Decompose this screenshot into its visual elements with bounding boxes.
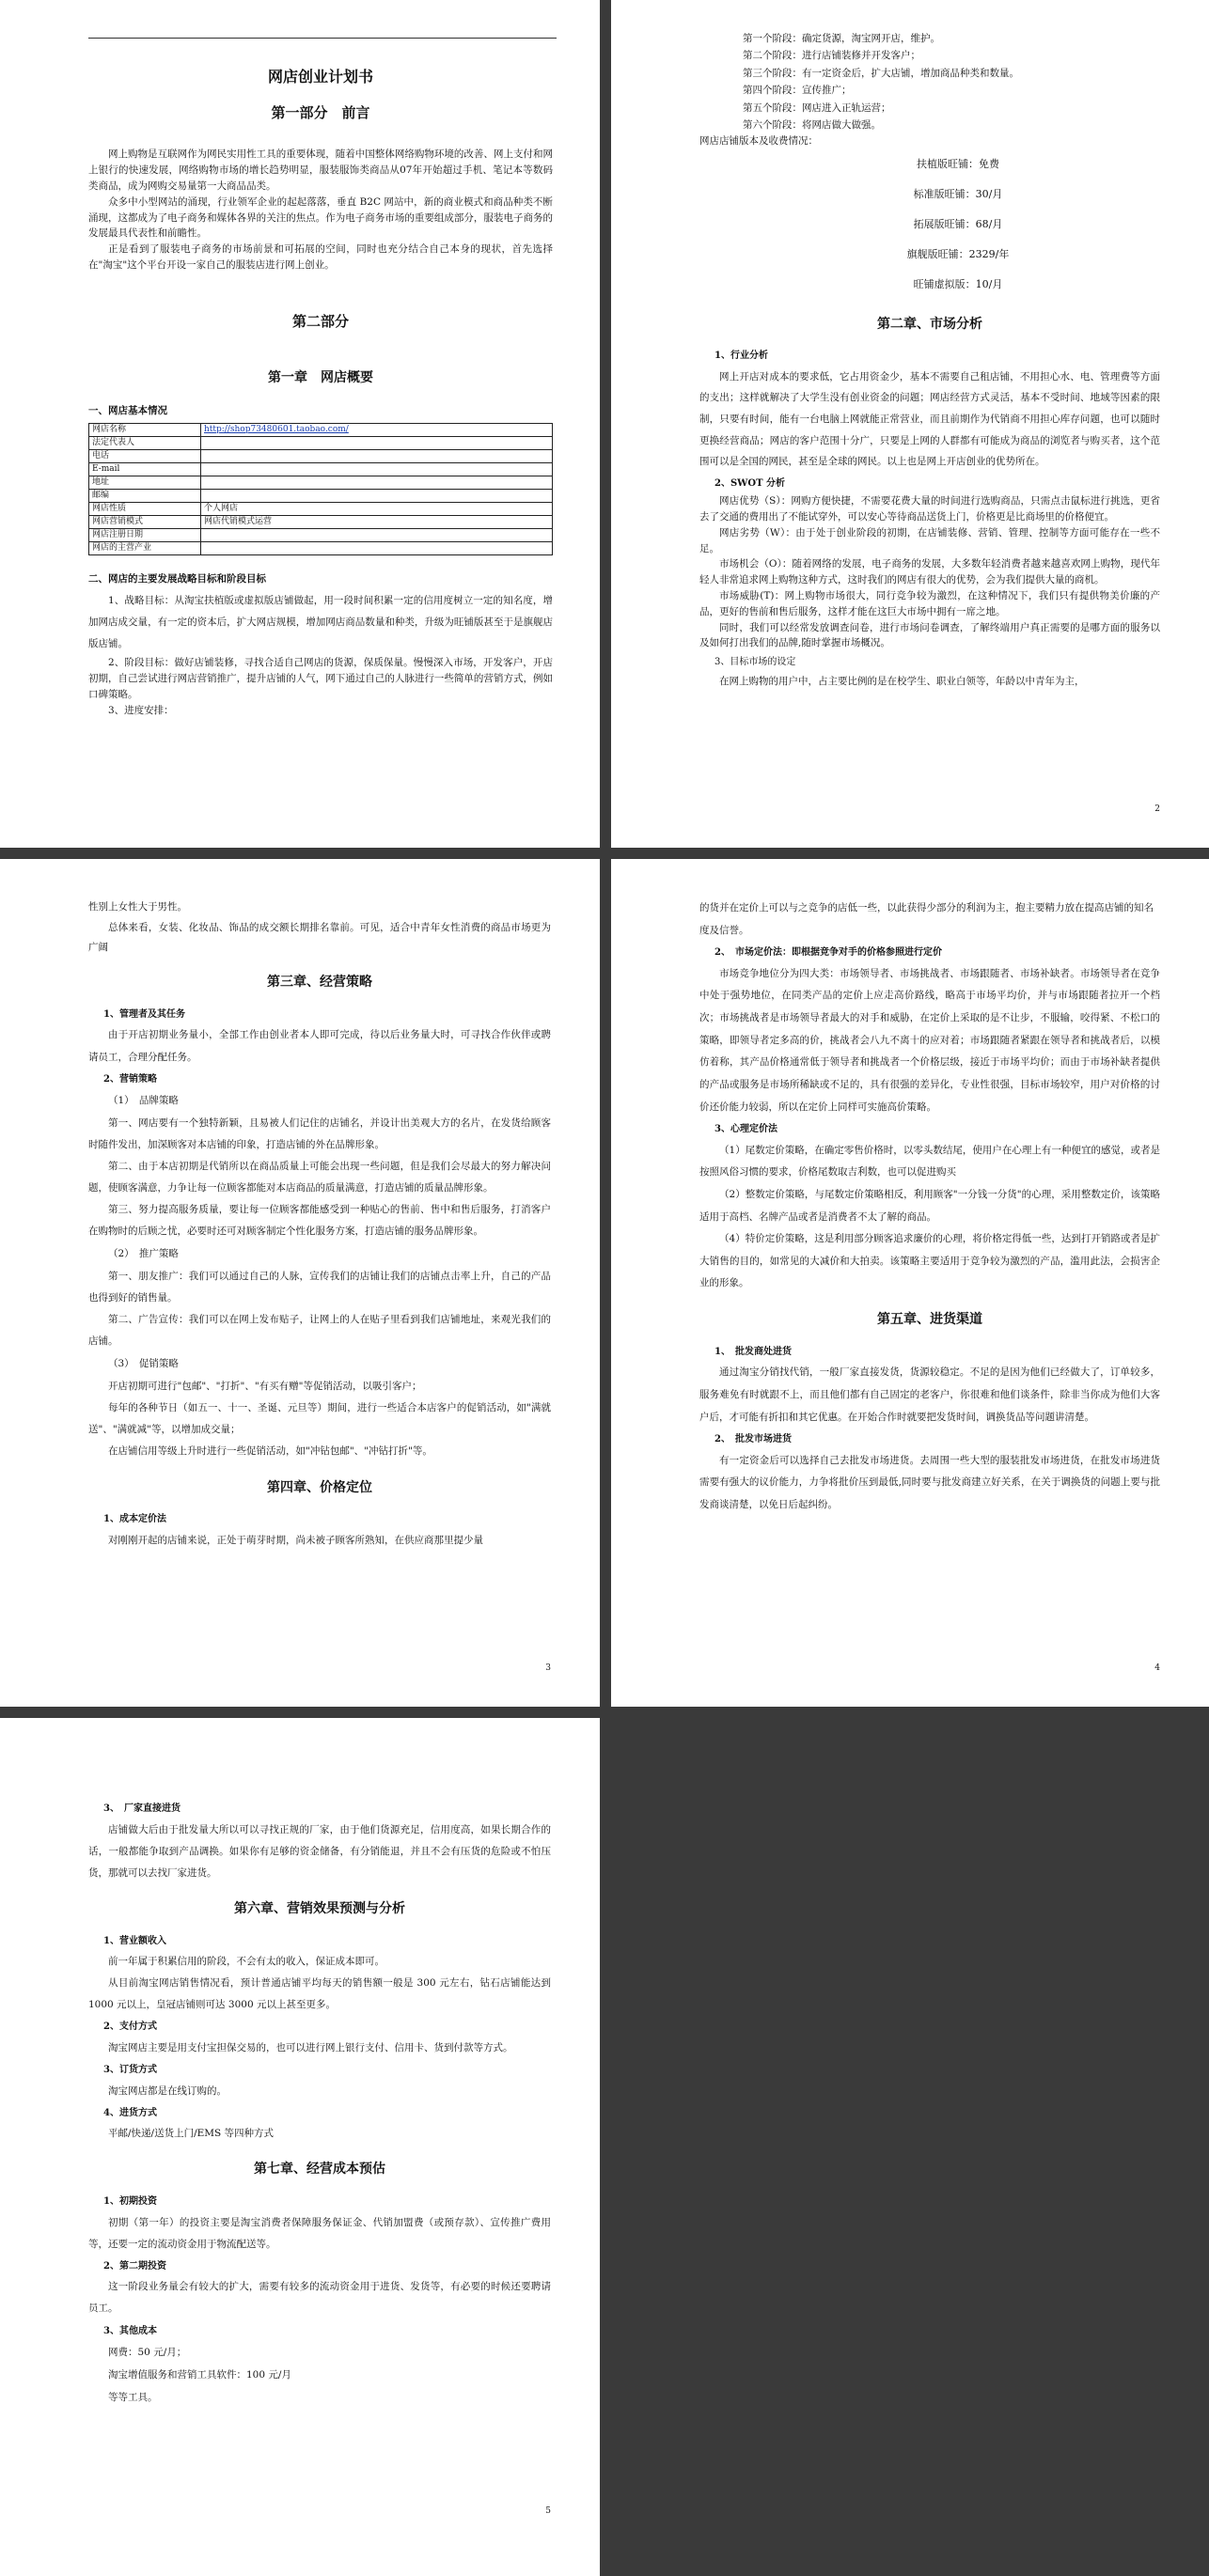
factory-text: 店铺做大后由于批发量大所以可以寻找正规的厂家，由于他们货源充足，信用度高，如果长期合作的话，一般都能争取到产品调换。如果你有足够的资金储备，有分销能退，并且不会有压货的危险或不怕压货，那就可以去找厂家进货。 <box>88 1823 551 1879</box>
payment-title: 2、支付方式 <box>103 2022 157 2033</box>
page-number: 2 <box>1154 804 1160 815</box>
swot-threats: 市场威胁(T)：网上购物市场很大，同行竞争较为激烈，在这种情况下，我们只有提供物美价廉的产品，更好的售前和售后服务，这样才能在这巨大市场中拥有一席之地。 <box>699 589 1160 617</box>
document-page-4 <box>611 859 1209 1707</box>
sales-item: 开店初期可进行"包邮"、"打折"、"有买有赠"等促销活动，以吸引客户； <box>108 1381 422 1393</box>
brand-strategy-title: （1） 品牌策略 <box>108 1095 179 1107</box>
fee-item: 标准版旺铺：30/月 <box>913 187 1003 200</box>
section-strategy-title: 二、网店的主要发展战略目标和阶段目标 <box>88 572 266 585</box>
chapter6-title: 第六章、营销效果预测与分析 <box>234 1900 405 1916</box>
stage-item: 第五个阶段：网店进入正轨运营； <box>743 101 891 114</box>
fee-item: 扶植版旺铺：免费 <box>917 158 999 171</box>
second-investment-text: 这一阶段业务量会有较大的扩大，需要有较多的流动资金用于进货、发货等，有必要的时候还要聘请员工。 <box>88 2281 551 2315</box>
psych-pricing-title: 3、心理定价法 <box>714 1124 777 1135</box>
wholesale-market-title: 2、 批发市场进货 <box>714 1434 792 1445</box>
intro-paragraph-3: 正是看到了服装电子商务的市场前景和可拓展的空间，同时也充分结合自己本身的现状，首先选择在"淘宝"这个平台开设一家自己的服装店进行网上创业。 <box>88 243 553 271</box>
target-market-title: 3、目标市场的设定 <box>714 657 796 668</box>
swot-weaknesses: 网店劣势（W）：由于处于创业阶段的初期，在店铺装修、营销、管理、控制等方面可能存在一些不足。 <box>699 526 1160 554</box>
stage-item: 第二个阶段：进行店铺装修并开发客户； <box>743 50 920 62</box>
intro-paragraph-2: 众多中小型网站的涌现，行业领军企业的起起落落，垂直 B2C 网站中，新的商业模式和商品种类不断涌现，这都成为了电子商务和媒体各界的关注的焦点。作为电子商务市场的重要组成部分，服装电子商务的发展最具代表性和前瞻性。 <box>88 195 553 240</box>
wholesaler-title: 1、 批发商处进货 <box>714 1346 792 1357</box>
ordering-title: 3、订货方式 <box>103 2065 157 2076</box>
continued-text: 性别上女性大于男性。 <box>88 901 187 913</box>
page-number: 4 <box>1154 1663 1160 1674</box>
market-pricing-title: 2、 市场定价法：即根据竞争对手的价格参照进行定价 <box>714 947 942 959</box>
initial-investment-title: 1、初期投资 <box>103 2196 157 2208</box>
cost-pricing-text: 对刚刚开起的店铺来说，正处于萌芽时期，尚未被子顾客所熟知，在供应商那里提少量 <box>108 1534 483 1546</box>
table-row: 网店名称 http://shop73480601.taobao.com/ <box>89 423 553 436</box>
chapter4-title: 第四章、价格定位 <box>267 1479 372 1495</box>
target-market-text: 在网上购物的用户中，占主要比例的是在校学生、职业白领等，年龄以中青年为主， <box>719 675 1085 687</box>
manager-text: 由于开店初期业务量小，全部工作由创业者本人即可完成，待以后业务量大时，可寻找合作伙伴或聘请员工，合理分配任务。 <box>88 1029 551 1063</box>
schedule-label: 3、进度安排： <box>108 704 174 716</box>
document-page-1 <box>0 0 600 848</box>
continued-text-2: 总体来看，女装、化妆品、饰品的成交额长期排名靠前。可见，适合中青年女性消费的商品市场更为广阔 <box>88 922 551 954</box>
page-number: 5 <box>545 2506 551 2517</box>
document-page-2 <box>611 0 1209 848</box>
brand-item: 第一、网店要有一个独特新颖，且易被人们记住的店铺名，并设计出美观大方的名片，在发货给顾客时随件发出，加深顾客对本店铺的印象，打造店铺的外在品牌形象。 <box>88 1116 551 1150</box>
other-cost-item: 等等工具。 <box>108 2392 158 2404</box>
document-page-5 <box>0 1718 600 2576</box>
strategy-goal: 1、战略目标：从淘宝扶植版或虚拟版店铺做起，用一段时间积累一定的信用度树立一定的知名度，增加网店成交量，有一定的资本后，扩大网店规模，增加网店商品数量和种类，升级为旺铺版甚至于是旗舰店版店铺。 <box>88 595 553 650</box>
stage-item: 第六个阶段：将网店做大做强。 <box>743 118 881 131</box>
psych-pricing-item: （4）特价定价策略，这是利用部分顾客追求廉价的心理，将价格定得低一些，达到打开销路或者是扩大销售的目的，如常见的大减价和大拍卖。该策略主要适用于竞争较为激烈的产品，滥用此法，会损害企业的形象。 <box>699 1233 1160 1289</box>
stage-goal: 2、阶段目标：做好店铺装修，寻找合适自己网店的货源，保质保量。慢慢深入市场，开发客户，开店初期，自己尝试进行网店营销推广，提升店铺的人气，网下通过自己的人脉进行一些简单的营销方式，例如口碑策略。 <box>88 657 553 701</box>
revenue-title: 1、营业额收入 <box>103 1935 166 1946</box>
table-row: 网店性质 个人网店 <box>89 502 553 515</box>
sales-item: 每年的各种节日（如五一、十一、圣诞、元旦等）期间，进行一些适合本店客户的促销活动，如"满就送"、"满就减"等，以增加成交量； <box>88 1402 551 1436</box>
brand-item: 第三、努力提高服务质量，要让每一位顾客都能感受到一种贴心的售前、售中和售后服务，打消客户在购物时的后顾之忧，必要时还可对顾客制定个性化服务方案，打造店铺的服务品牌形象。 <box>88 1204 551 1238</box>
sales-item: 在店铺信用等级上升时进行一些促销活动，如"冲钻包邮"、"冲钻打折"等。 <box>108 1445 432 1458</box>
revenue-item: 从目前淘宝网店销售情况看，预计普通店铺平均每天的销售额一般是 300 元左右，钻石店铺能达到 1000 元以上，皇冠店铺则可达 3000 元以上甚至更多。 <box>88 1977 551 2011</box>
document-page-3 <box>0 859 600 1707</box>
chapter7-title: 第七章、经营成本预估 <box>254 2162 385 2178</box>
brand-item: 第二、由于本店初期是代销所以在商品质量上可能会出现一些问题，但是我们会尽最大的努力解决问题，使顾客满意，力争让每一位顾客都能对本店商品的质量满意，打造店铺的质量品牌形象。 <box>88 1161 551 1194</box>
swot-title: 2、SWOT 分析 <box>714 477 786 489</box>
header-rule <box>88 38 557 39</box>
swot-strengths: 网店优势（S）：网购方便快捷，不需要花费大量的时间进行选购商品，只需点击鼠标进行挑选，更省去了交通的费用出了不能试穿外，可以安心等待商品送货上门，价格更是比商场里的价格便宜。 <box>699 495 1160 523</box>
factory-title: 3、 厂家直接进货 <box>103 1803 181 1814</box>
document-title: 网店创业计划书 <box>267 68 373 86</box>
cost-pricing-title: 1、成本定价法 <box>103 1514 166 1525</box>
chapter3-title: 第三章、经营策略 <box>267 975 372 991</box>
market-pricing-text: 市场竞争地位分为四大类：市场领导者、市场挑战者、市场跟随者、市场补缺者。市场领导者在竞争中处于强势地位，在同类产品的定价上应走高价路线，略高于市场平均价，并与市场跟随者拉开一个档次；市场挑战者是市场领导者最大的对手和威胁，在定价上采取的是不让步，不服输，咬得紧、不松口的策略，即领导者定多高的价，挑战者会八九不离十的应对着；市场跟随者紧跟在领导者和挑战者后，以模仿着称，其产品价格通常低于领导者和挑战者一个价格层级，接近于市场平均价；而由于市场补缺者提供的产品或服务是市场所稀缺或不足的，具有很强的差异化，专业性很强，目标市场较窄，用户对价格的讨价还价能力较弱，所以在定价上同样可实施高价策略。 <box>699 967 1160 1113</box>
promotion-item: 第二、广告宣传：我们可以在网上发布贴子，让网上的人在贴子里看到我们店铺地址，来观光我们的店铺。 <box>88 1314 551 1348</box>
part2-title: 第二部分 <box>291 312 349 330</box>
chapter2-title: 第二章、市场分析 <box>877 316 982 332</box>
industry-analysis-title: 1、行业分析 <box>714 351 768 362</box>
table-row: 网店注册日期 <box>89 528 553 541</box>
industry-analysis-text: 网上开店对成本的要求低，它占用资金少，基本不需要自己租店铺，不用担心水、电、管理费等方面的支出；这样就解决了大学生没有创业资金的问题；网店经营方式灵活，基本不受时间、地域等因素的限制，只要有时间，能有一台电脑上网就能正常营业，而且前期作为代销商不用担心库存问题，也可以随时更换经营商品；网店的客户范围十分广，只要是上网的人群都有可能成为商品的浏览者与购买者，这个范围可以是全国的网民，甚至是全球的网民。以上也是网上开店创业的优势所在。 <box>699 370 1160 468</box>
chapter5-title: 第五章、进货渠道 <box>877 1312 982 1328</box>
part1-title: 第一部分 前言 <box>271 103 370 121</box>
intro-paragraph-1: 网上购物是互联网作为网民实用性工具的重要体现，随着中国整体网络购物环境的改善、网上支付和网上银行的快速发展，网络购物市场的增长趋势明显，服装服饰类商品从07年开始超过手机、笔记本等数码类商品，成为网购交易量第一大商品品类。 <box>88 148 553 192</box>
table-row: 邮编 <box>89 489 553 502</box>
marketing-title: 2、营销策略 <box>103 1073 157 1085</box>
section-basic-info-title: 一、网店基本情况 <box>88 405 167 417</box>
stage-item: 第四个阶段：宣传推广； <box>743 85 852 97</box>
second-investment-title: 2、第二期投资 <box>103 2260 166 2272</box>
swot-opportunities: 市场机会（O）：随着网络的发展，电子商务的发展，大多数年轻消费者越来越喜欢网上购物，现代年轻人非常追求网上购物这种方式，这时我们的网店有很大的优势，会为我们提供大量的商机。 <box>699 558 1160 586</box>
table-row: 地址 <box>89 476 553 489</box>
stage-item: 第一个阶段：确定货源，淘宝网开店，维护。 <box>743 33 940 44</box>
revenue-item: 前一年属于积累信用的阶段，不会有太的收入，保证成本即可。 <box>108 1956 385 1968</box>
table-row: 电话 <box>89 449 553 462</box>
stocking-title: 4、进货方式 <box>103 2107 157 2118</box>
stage-item: 第三个阶段：有一定资金后，扩大店铺，增加商品种类和数量。 <box>743 67 1019 79</box>
promotion-strategy-title: （2） 推广策略 <box>108 1248 179 1260</box>
swot-survey: 同时，我们可以经常发放调查问卷，进行市场问卷调查，了解终端用户真正需要的是哪方面的服务以及如何打出我们的品牌,随时掌握市场概况。 <box>699 621 1160 649</box>
fees-title: 网店店铺版本及收费情况： <box>699 135 818 148</box>
shop-url-link[interactable]: http://shop73480601.taobao.com/ <box>204 424 349 434</box>
promotion-item: 第一、朋友推广：我们可以通过自己的人脉，宣传我们的店铺让我们的店铺点击率上升，自己的产品也得到好的销售量。 <box>88 1271 551 1304</box>
chapter1-title: 第一章 网店概要 <box>268 370 373 386</box>
wholesaler-text: 通过淘宝分销找代销，一般厂家直接发货，货源较稳定。不足的是因为他们已经做大了，订单较多，服务难免有时就跟不上，而且他们都有自己固定的老客户，你很难和他们谈条件，除非当你成为他们大客户后，才可能有折扣和其它优惠。在开始合作时就要把发货时间，调换货品等问题讲清楚。 <box>699 1366 1160 1423</box>
payment-text: 淘宝网店主要是用支付宝担保交易的，也可以进行网上银行支付、信用卡、货到付款等方式。 <box>108 2041 513 2053</box>
fee-item: 旗舰版旺铺：2329/年 <box>906 247 1010 260</box>
manager-title: 1、管理者及其任务 <box>103 1008 185 1020</box>
table-row: 网店营销模式 网店代销模式运营 <box>89 515 553 528</box>
continued-text: 的货并在定价上可以与之竞争的店低一些，以此获得少部分的利润为主，抱主要精力放在提高店铺的知名度及信誉。 <box>699 902 1154 937</box>
fee-item: 拓展版旺铺：68/月 <box>913 217 1003 230</box>
sales-strategy-title: （3） 促销策略 <box>108 1358 179 1370</box>
other-costs-title: 3、其他成本 <box>103 2325 157 2336</box>
table-row: 法定代表人 <box>89 436 553 449</box>
table-row: E-mail <box>89 462 553 476</box>
other-cost-item: 网费：50 元/月； <box>108 2347 187 2358</box>
psych-pricing-item: （2）整数定价策略，与尾数定价策略相反，利用顾客"一分钱一分货"的心理，采用整数定价，该策略适用于高档、名牌产品或者是消费者不太了解的商品。 <box>699 1188 1160 1223</box>
fee-item: 旺铺虚拟版：10/月 <box>913 277 1003 290</box>
page-number: 3 <box>545 1663 551 1674</box>
wholesale-market-text: 有一定资金后可以选择自己去批发市场进货。去周围一些大型的服装批发市场进货，在批发市场进货需要有强大的议价能力，力争将批价压到最低,同时要与批发商建立好关系，在关于调换货的问题上要与批发商谈清楚，以免日后起纠纷。 <box>699 1454 1160 1511</box>
stocking-text: 平邮/快递/送货上门/EMS 等四种方式 <box>108 2128 275 2140</box>
initial-investment-text: 初期（第一年）的投资主要是淘宝消费者保障服务保证金、代销加盟费（或预存款）、宣传推广费用等，还要一定的流动资金用于物流配送等。 <box>88 2216 551 2250</box>
shop-info-table <box>88 423 553 555</box>
other-cost-item: 淘宝增值服务和营销工具软件：100 元/月 <box>108 2369 291 2381</box>
psych-pricing-item: （1）尾数定价策略，在确定零售价格时，以零头数结尾，使用户在心理上有一种便宜的感觉，或者是按照风俗习惯的要求，价格尾数取吉利数，也可以促进购买 <box>699 1144 1160 1179</box>
ordering-text: 淘宝网店都是在线订购的。 <box>108 2084 227 2097</box>
table-row: 网店的主营产业 <box>89 541 553 554</box>
